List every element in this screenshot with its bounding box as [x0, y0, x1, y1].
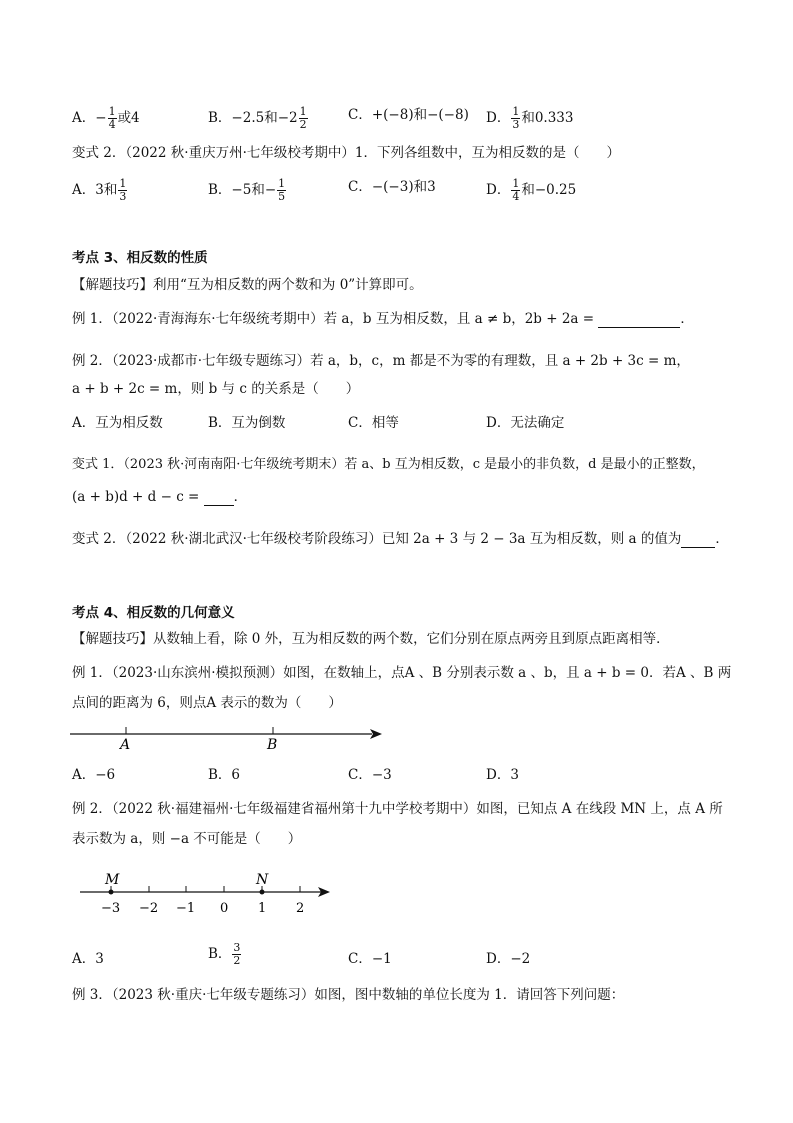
point-m — [109, 890, 114, 895]
answer-blank[interactable] — [681, 533, 715, 548]
answer-blank[interactable] — [598, 313, 680, 328]
section3-example2-line2: a + b + 2c = m，则 b 与 c 的关系是（ ） — [72, 381, 360, 397]
variant2a-option-b: B．−5和− $\frac{1}{5}$ — [208, 177, 286, 203]
point-n — [260, 890, 265, 895]
section3-example2-option-c: C．相等 — [348, 415, 399, 431]
q0-option-b: B．−2.5和−2 $\frac{1}{2}$ — [208, 105, 307, 131]
tick-label: 0 — [220, 901, 229, 916]
variant2a-question: 变式 2．（2022 秋·重庆万州·七年级校考期中）1．下列各组数中，互为相反数的是（ ） — [72, 145, 620, 161]
tick-label: −3 — [101, 901, 121, 916]
q0-option-c: C．+(−8)和−(−8) — [348, 107, 469, 123]
variant2a-option-c: C．−(−3)和3 — [348, 179, 436, 195]
section4-example1-line1: 例 1．（2023·山东滨州·模拟预测）如图，在数轴上，点A 、B 分别表示数 a 、b，且 a + b = 0．若A 、B 两 — [72, 665, 732, 681]
section4-example1-option-c: C．−3 — [348, 767, 392, 783]
section3-variant1-line1: 变式 1．（2023 秋·河南南阳·七年级统考期末）若 a、b 互为相反数，c 是最小的非负数，d 是最小的正整数， — [72, 457, 705, 472]
tick-label: −1 — [176, 901, 196, 916]
section4-example3: 例 3．（2023 秋·重庆·七年级专题练习）如图，图中数轴的单位长度为 1．请回答下列问题： — [72, 987, 625, 1003]
section4-example1-line2: 点间的距离为 6，则点A 表示的数为（ ） — [72, 695, 342, 711]
section3-example1: 例 1．（2022·青海海东·七年级统考期中）若 a，b 互为相反数，且 a ≠ b，2b + 2a = ． — [72, 311, 694, 327]
tick-label: 1 — [258, 901, 267, 916]
q0-option-d: D． $\frac{1}{3}$ 和0.333 — [486, 105, 574, 131]
section4-example2-line1: 例 2．（2022 秋·福建福州·七年级福建省福州第十九中学校考期中）如图，已知点 A 在线段 MN 上，点 A 所 — [72, 801, 723, 817]
answer-blank[interactable] — [204, 491, 234, 506]
section3-variant2: 变式 2．（2022 秋·湖北武汉·七年级校考阶段练习）已知 2a + 3 与 2 − 3a 互为相反数，则 a 的值为 ． — [72, 531, 729, 547]
variant2a-option-d: D． $\frac{1}{4}$ 和−0.25 — [486, 177, 577, 203]
number-line-mn — [78, 870, 338, 918]
section3-example2-option-d: D．无法确定 — [486, 415, 565, 431]
section3-example2-option-a: A．互为相反数 — [72, 415, 163, 431]
section4-example2-option-a: A．3 — [72, 951, 104, 967]
section3-tip: 【解题技巧】利用“互为相反数的两个数和为 0”计算即可。 — [72, 277, 423, 293]
variant2a-option-a: A．3和 $\frac{1}{3}$ — [72, 177, 127, 203]
tick-label: 2 — [296, 901, 305, 916]
section3-example2-option-b: B．互为倒数 — [208, 415, 286, 431]
section4-example2-option-d: D．−2 — [486, 951, 531, 967]
point-m-label: M — [105, 872, 120, 888]
section3-variant1-line2: (a + b)d + d − c = ． — [72, 489, 248, 505]
tick-label: −2 — [139, 901, 159, 916]
point-a-label: A — [120, 737, 131, 753]
section4-example2-option-b: B． $\frac{3}{2}$ — [208, 941, 241, 967]
section4-tip: 【解题技巧】从数轴上看，除 0 外，互为相反数的两个数，它们分别在原点两旁且到原点距离相等． — [72, 631, 670, 647]
section3-example2-line1: 例 2．（2023·成都市·七年级专题练习）若 a，b，c，m 都是不为零的有理数，且 a + 2b + 3c = m， — [72, 353, 690, 369]
section4-title: 考点 4、相反数的几何意义 — [72, 605, 235, 621]
section3-title: 考点 3、相反数的性质 — [72, 250, 208, 266]
point-b-label: B — [267, 737, 278, 753]
section4-example1-option-d: D．3 — [486, 767, 519, 783]
section4-example1-option-a: A．−6 — [72, 767, 116, 783]
q0-option-a: A．− $\frac{1}{4}$ 或4 — [72, 105, 140, 131]
section4-example1-option-b: B．6 — [208, 767, 241, 783]
section4-example2-line2: 表示数为 a，则 −a 不可能是（ ） — [72, 831, 302, 847]
axis-ticks — [111, 886, 300, 892]
section4-example2-option-c: C．−1 — [348, 951, 392, 967]
number-line-ab — [70, 722, 390, 756]
point-n-label: N — [256, 872, 269, 888]
